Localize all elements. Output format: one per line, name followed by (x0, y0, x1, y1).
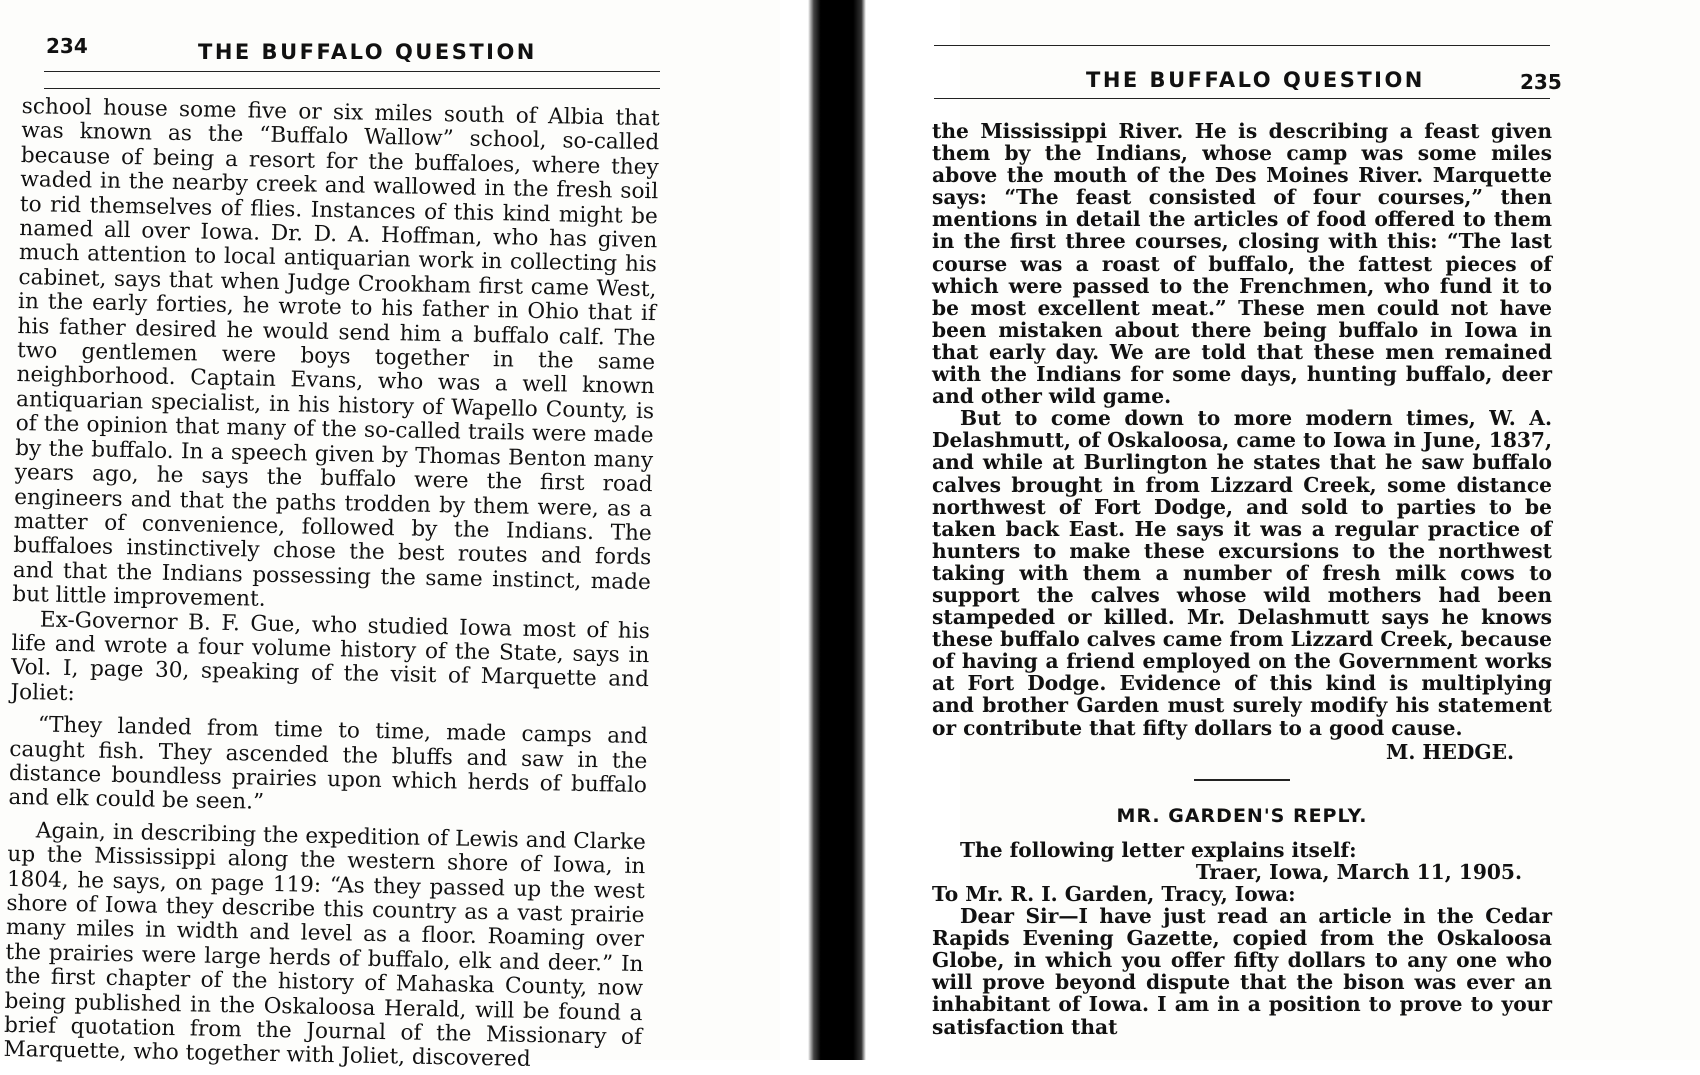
paragraph: Again, in describing the expedition of Lewis and Clarke up the Mississippi along the western shore of Iowa, in 1804, he says, on page 119: “As they passed up the west shore of Iowa they describe this country as a vast prairie many miles in width and level as a floor. Roaming over the prairies were large herds of buffalo, elk and deer.” In the first chapter of the history of Mahaska County, now being published in the Oskaloosa Herald, will be found a brief quotation from the Journal of the Missionary of Marquette, who together with Joliet, discovered (3, 818, 647, 1073)
paragraph: Ex-Governor B. F. Gue, who studied Iowa most of his life and wrote a four volume history of the State, says in Vol. I, page 30, speaking of the visit of Marquette and Joliet: (10, 606, 651, 706)
left-page (0, 0, 780, 1073)
paragraph: school house some five or six miles south of Albia that was known as the “Buffalo Wallow” school, so-called because of being a resort for the buffaloes, where they waded in the nearby creek and wallowed in the fresh soil to rid themselves of flies. Instances of this kind might be named all over Iowa. Dr. D. A. Hoffman, who has given much attention to local antiquarian work in collecting his cabinet, says that when Judge Crookham first came West, in the early forties, he wrote to his father in Ohio that if his father desired he would send him a buffalo calf. The two gentlemen were boys together in the same neighborhood. Captain Evans, who was a well known antiquarian specialist, in his history of Wapello County, is of the opinion that many of the so-called trails were made by the buffalo. In a speech given by Thomas Benton many years ago, he says the buffalo were the first road engineers and that the paths trodden by them were, as a matter of convenience, followed by the Indians. The buffaloes instinctively chose the best routes and fords and that the Indians possessing the same instinct, made but little improvement. (12, 94, 660, 612)
page-number: 235 (1520, 70, 1562, 94)
paragraph: But to come down to more modern times, W. A. Delashmutt, of Oskaloosa, came to Iowa in June, 1837, and while at Burlington he states that he saw buffalo calves brought in from Lizzard Creek, some distance northwest of Fort Dodge, and sold to parties to be taken back East. He says it was a regular practice of hunters to make these excursions to the northwest taking with them a number of fresh milk cows to support the calves whose wild mothers had been stampeded or killed. Mr. Delashmutt says he knows these buffalo calves came from Lizzard Creek, because of having a friend employed on the Government works at Fort Dodge. Evidence of this kind is multiplying and brother Garden must surely modify his statement or contribute that fifty dollars to a good cause. (932, 406, 1552, 740)
header-rule (44, 71, 660, 72)
letter-text: Dear Sir—I have just read an article in the Cedar Rapids Evening Gazette, copied from the Oskaloosa Globe, in which you offer fifty dollars to any one who will prove beyond dispute that the bison was ever an inhabitant of Iowa. I am in a position to prove to your satisfaction that (932, 904, 1552, 1039)
header-rule (44, 88, 660, 89)
letter-dateline: Traer, Iowa, March 11, 1905. (1195, 859, 1522, 884)
header-rule (934, 45, 1550, 46)
running-head: THE BUFFALO QUESTION (198, 40, 537, 64)
section-heading: MR. GARDEN'S REPLY. (1116, 804, 1368, 827)
signature: M. HEDGE. (1385, 739, 1514, 764)
left-page-body (3, 95, 659, 1075)
header-rule (934, 98, 1550, 99)
right-page (932, 0, 1700, 1060)
letter-addressee: To Mr. R. I. Garden, Tracy, Iowa: (932, 882, 1296, 906)
page-number: 234 (46, 34, 88, 58)
running-head: THE BUFFALO QUESTION (1086, 68, 1425, 92)
gutter-shadow (808, 0, 866, 1060)
intro-line: The following letter explains itself: (960, 837, 1357, 862)
section-divider (1194, 779, 1290, 781)
quotation: “They landed from time to time, made camps and caught fish. They ascended the bluffs and saw in the distance boundless prairies upon which herds of buffalo and elk could be seen.” (8, 712, 649, 816)
paragraph: the Mississippi River. He is describing a feast given them by the Indians, whose camp was some miles above the mouth of the Des Moines River. Marquette says: “The feast consisted of four courses,” then mentions in detail the articles of food offered to them in the first three courses, closing with this: “The last course was a roast of buffalo, the fattest pieces of which were passed to the Frenchmen, who fund it to be most excellent meat.” These men could not have been mistaken about there being buffalo in Iowa in that early day. We are told that these men remained with the Indians for some days, hunting buffalo, deer and other wild game. (932, 119, 1552, 409)
right-page-body (932, 120, 1552, 1038)
